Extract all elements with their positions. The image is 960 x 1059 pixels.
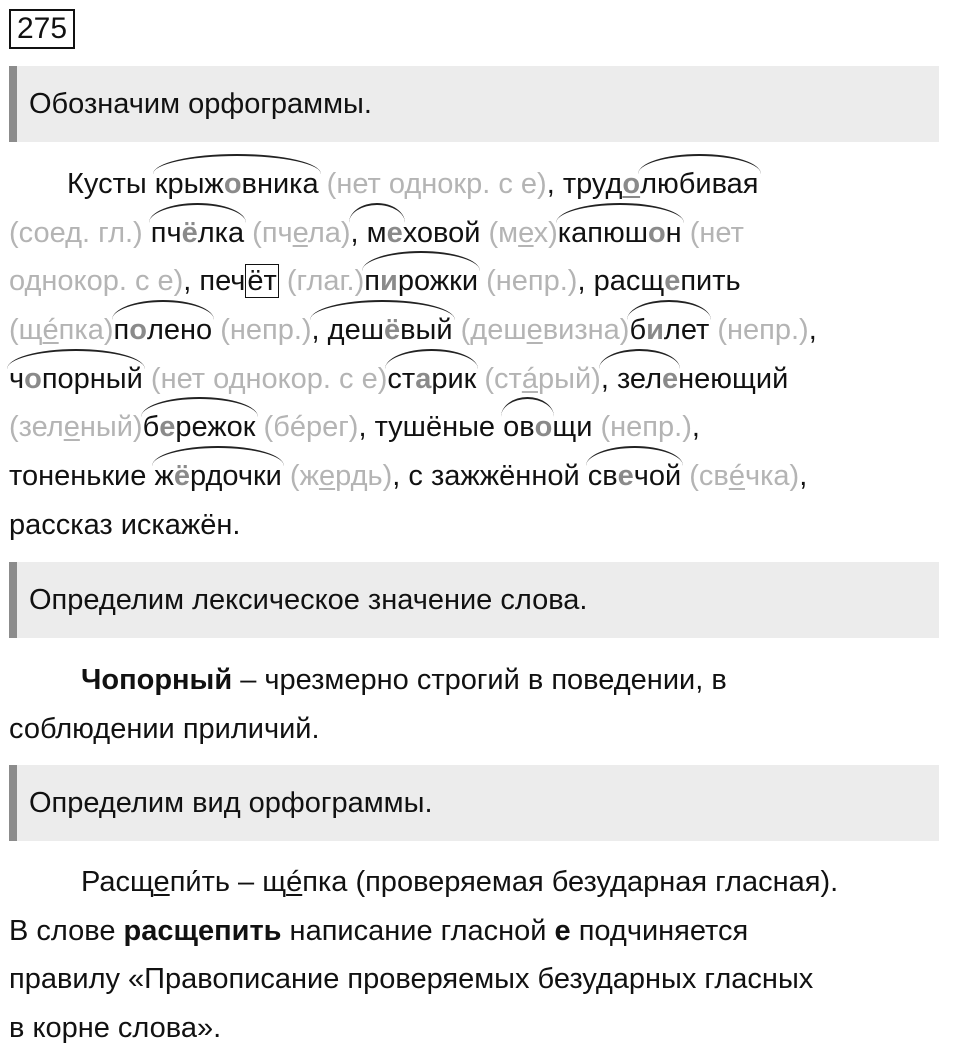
text-line: Чопорный – чрезмерно строгий в поведении, в	[81, 664, 727, 696]
text-line: Расщепи́ть – щéпка (проверяемая безударная гласная).	[81, 866, 839, 898]
text-line: (щéпка)полено (непр.), дешёвый (дешевизна)билет (непр.),	[9, 306, 949, 355]
root-arc: , ме	[351, 209, 403, 258]
root-arc: чопорный	[9, 355, 143, 404]
spelling-paragraph	[9, 160, 949, 550]
text-line: правилу «Правописание проверяемых безударных гласных	[9, 963, 814, 996]
root-arc: билет	[629, 306, 709, 355]
text-line: тоненькие жёрдочки (жердь), с зажжённой свечой (свéчка),	[9, 452, 949, 501]
section-header-lexical: Определим лексическое значение слова.	[9, 562, 939, 638]
text-line: (соед. гл.) пчёлка (пчела), меховой (мех)капюшон (нет	[9, 209, 949, 258]
exercise-number: 275	[9, 9, 75, 49]
root-arc: ово	[503, 403, 552, 452]
text-line: однокор. с е), печёт (глаг.)пирожки (непр.), расщепить	[9, 257, 949, 306]
text-line: рассказ искажён.	[9, 508, 241, 541]
root-arc: пчёлка	[151, 209, 244, 258]
term: Чопорный	[81, 664, 233, 696]
section-header-spelling-type: Определим вид орфограммы.	[9, 765, 939, 841]
text-line: Кусты крыжовника (нет однокр. с е), трудолюбивая	[9, 160, 949, 209]
text-line: В слове расщепить написание гласной е подчиняется	[9, 914, 749, 947]
text-line: чопорный (нет однокор. с е)старик (стáрый), зеленеющий	[9, 355, 949, 404]
ending-box: ёт	[247, 265, 277, 298]
spelling-type-paragraph	[9, 858, 949, 1053]
text-line: (зеленый)бережок (бéрег), тушёные овощи (непр.),	[9, 403, 949, 452]
lexical-paragraph	[9, 656, 949, 753]
root-arc: крыжовника	[155, 160, 319, 209]
root-arc: любивая	[640, 160, 758, 209]
root-arc: полено	[114, 306, 213, 355]
root-arc: пирожки	[364, 257, 478, 306]
root-arc: капюшон	[558, 209, 682, 258]
text-line: в корне слова».	[9, 1012, 222, 1045]
root-arc: , дешёвый	[312, 306, 453, 355]
root-arc: свечой	[588, 452, 681, 501]
text-line: соблюдении приличий.	[9, 712, 320, 745]
root-arc: жёрдочки	[154, 452, 281, 501]
section-header-spellings: Обозначим орфограммы.	[9, 66, 939, 142]
root-arc: , зеле	[601, 355, 678, 404]
root-arc: старик	[387, 355, 476, 404]
root-arc: бережок	[143, 403, 256, 452]
